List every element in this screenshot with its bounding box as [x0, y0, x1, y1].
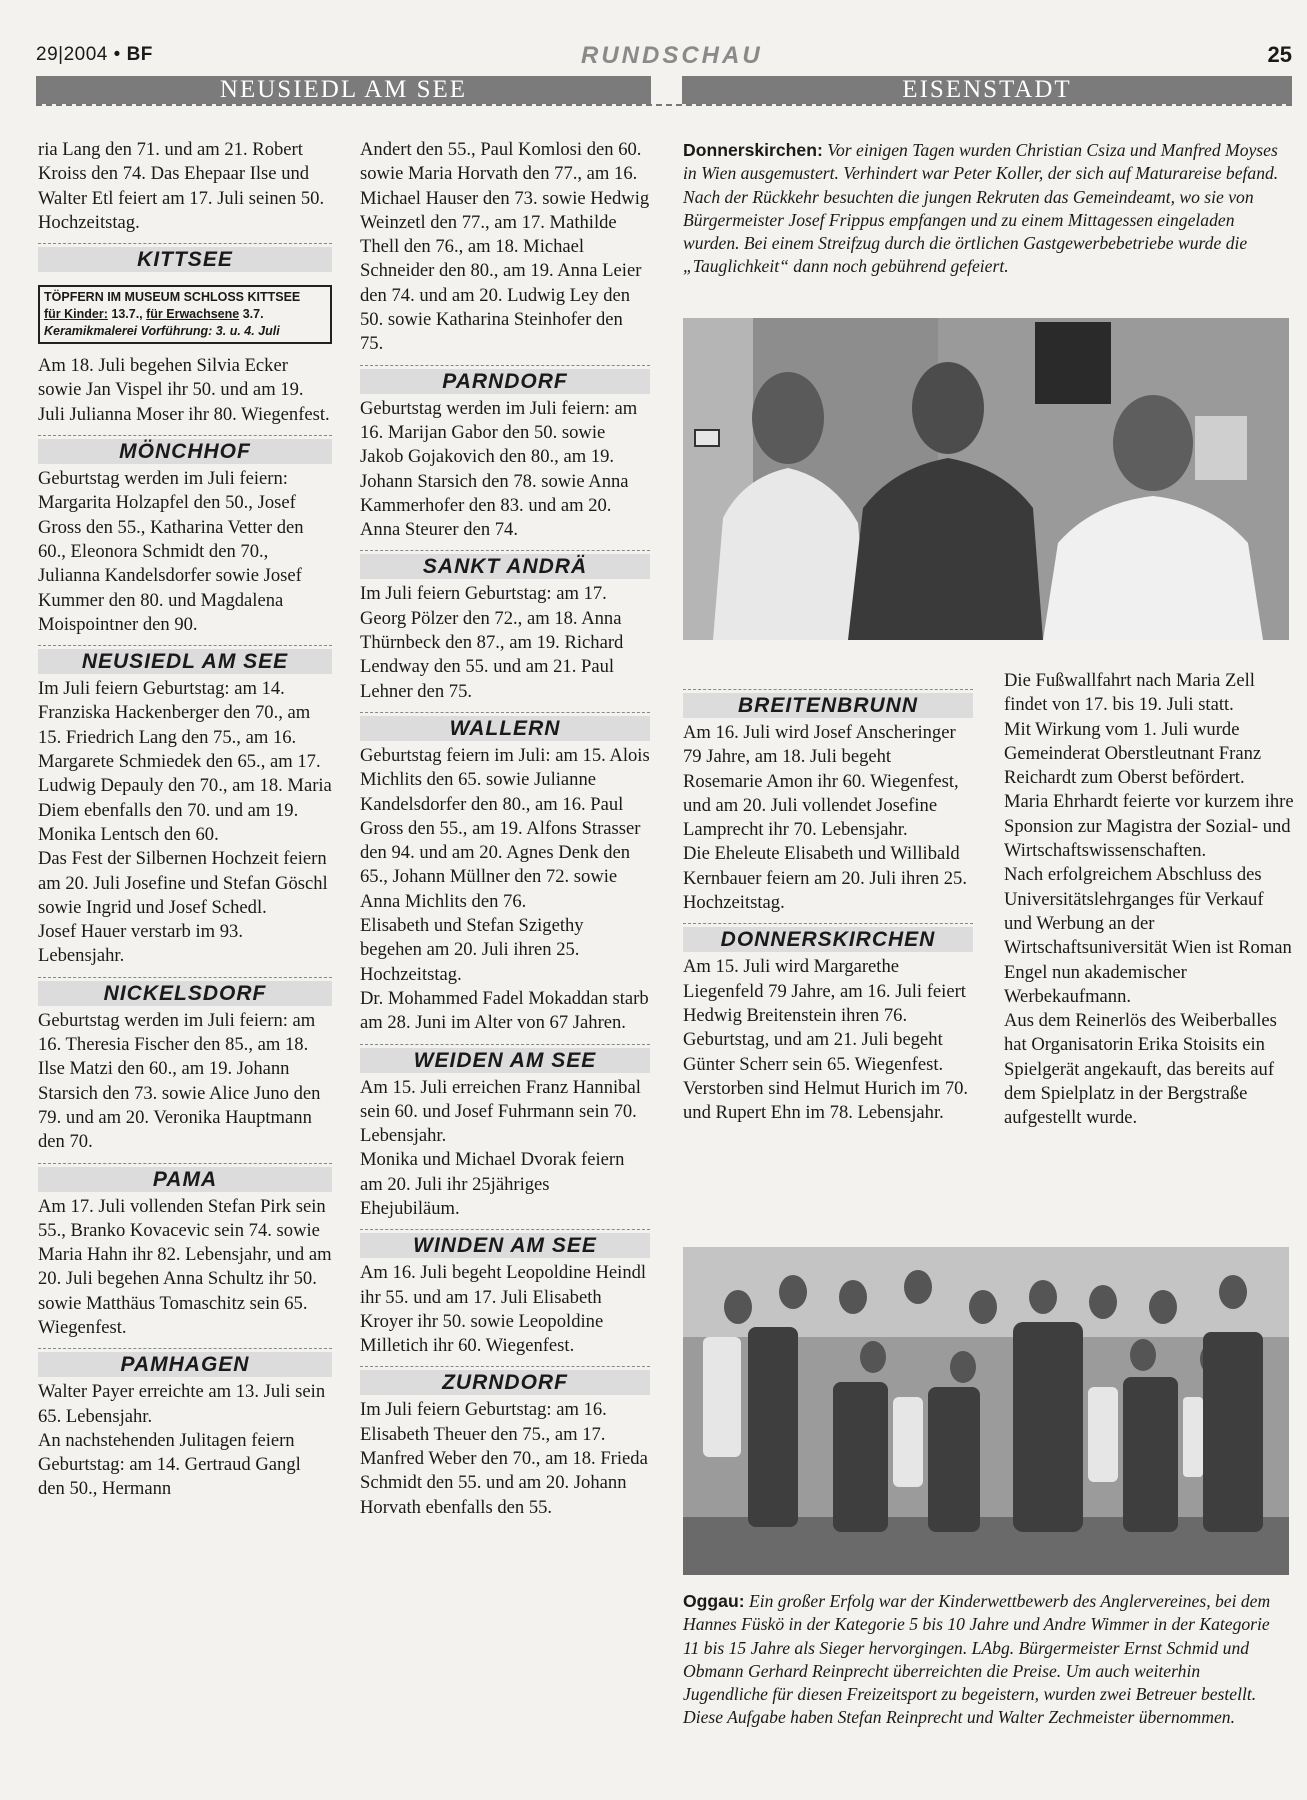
heading-label: MÖNCHHOF: [38, 439, 332, 464]
section-heading-parndorf: [360, 365, 650, 393]
heading-label: WALLERN: [360, 716, 650, 741]
notice-dates: [44, 306, 326, 323]
section-heading-weiden: [360, 1044, 650, 1072]
notice-kids-date: 13.7.,: [107, 307, 147, 322]
photo-children-group: [683, 1247, 1289, 1575]
article-text: Verstorben sind Helmut Hurich im 70. und Rupert Ehn im 78. Lebensjahr.: [683, 1077, 969, 1124]
heading-label: NEUSIEDL AM SEE: [38, 649, 332, 674]
article-text: Nach erfolgreichem Abschluss des Universitätslehrganges für Verkauf und Werbung an der Wirtschaftsuniversität Wien ist Roman Engel nun akademischer Werbekaufmann.: [1004, 864, 1292, 1007]
paper-name: BF: [126, 44, 153, 65]
section-heading-pama: [38, 1163, 332, 1191]
article-text: Das Fest der Silbernen Hochzeit feiern am 20. Juli Josefine und Stefan Göschl sowie Ingrid und Josef Schedl.: [38, 848, 328, 918]
article-text: Mit Wirkung vom 1. Juli wurde Gemeinderat Oberstleutnant Franz Reichardt zum Oberst befördert.: [1004, 718, 1262, 789]
article-text: Die Fußwallfahrt nach Maria Zell findet von 17. bis 19. Juli statt.: [1004, 670, 1255, 716]
article-text: Am 16. Juli wird Josef Anscheringer 79 Jahre, am 18. Juli begeht Rosemarie Amon ihr 60. Wiegenfest, und am 20. Juli vollendet Josefine Lamprecht ihr 70. Lebensjahr.: [683, 722, 959, 841]
article-text: Am 15. Juli erreichen Franz Hannibal sein 60. und Josef Fuhrmann sein 70. Lebensjahr.: [360, 1076, 641, 1147]
region-divider: [36, 104, 1292, 106]
notice-adults: für Erwachsene: [146, 307, 240, 322]
section-heading-pamhagen: [38, 1348, 332, 1376]
issue-number: 29|2004: [36, 44, 108, 65]
bullet: •: [113, 44, 121, 65]
article-text: Geburtstag werden im Juli feiern: Margarita Holzapfel den 50., Josef Gross den 55., Katharina Vetter den 60., Eleonora Schmidt den 70., Julianna Kandelsdorfer sowie Josef Kummer den 80. und Magdalena Moispointner den 90.: [38, 468, 304, 635]
notice-kids: für Kinder:: [44, 307, 108, 322]
section-title: RUNDSCHAU: [581, 42, 763, 69]
event-notice-box: [38, 285, 332, 344]
region-bar-left: NEUSIEDL AM SEE: [36, 76, 651, 104]
masthead: [36, 40, 1292, 70]
article-text: Im Juli feiern Geburtstag: am 14. Franziska Hackenberger den 70., am 15. Friedrich Lang den 75., am 16. Margarete Schmiedek den 65., am 17. Ludwig Depauly den 70., am 18. Maria Diem ebenfalls den 70. und am 19. Monika Lentsch den 60.: [38, 678, 332, 845]
article-text: Josef Hauer verstarb im 93. Lebensjahr.: [38, 921, 243, 967]
photo-caption-donnerskirchen: [683, 139, 1283, 279]
caption-text: Ein großer Erfolg war der Kinderwettbewerb des Anglervereines, bei dem Hannes Füskö in der Kategorie 5 bis 10 Jahre und Andre Wimmer in der Kategorie 11 bis 15 Jahre als Sieger hervorgingen. LAbg. Bürgermeister Ernst Schmid und Obmann Gerhard Reinprecht überreichten die Preise. Um auch weiterhin Jugendliche für diesen Freizeitsport zu begeistern, wurden zwei Betreuer bestellt. Diese Aufgabe haben Stefan Reinprecht und Walter Zechmeister übernommen.: [683, 1591, 1271, 1728]
heading-label: ZURNDORF: [360, 1370, 650, 1395]
article-text: Im Juli feiern Geburtstag: am 17. Georg Pölzer den 72., am 18. Anna Thürnbeck den 87., am 19. Richard Lendway den 55. und am 21. Paul Lehner den 75.: [360, 583, 624, 702]
section-heading-wallern: [360, 712, 650, 740]
heading-label: PAMA: [38, 1167, 332, 1192]
section-heading-zurndorf: [360, 1366, 650, 1394]
article-text: Andert den 55., Paul Komlosi den 60. sowie Maria Horvath den 77., am 16. Michael Hauser den 73. sowie Hedwig Weinzetl den 77., am 17. Mathilde Thell den 76., am 18. Michael Schneider den 80., am 19. Anna Leier den 74. und am 20. Ludwig Ley den 50. sowie Katharina Steinhofer den 75.: [360, 139, 650, 355]
article-text: Im Juli feiern Geburtstag: am 16. Elisabeth Theuer den 75., am 17. Manfred Weber den 70., am 18. Frieda Schmidt den 55. und am 20. Johann Horvath ebenfalls den 55.: [360, 1399, 648, 1518]
section-heading-sankt-andrae: [360, 550, 650, 578]
article-text: Geburtstag feiern im Juli: am 15. Alois Michlits den 65. sowie Julianne Kandelsdorfer den 80., am 16. Paul Gross den 55., am 19. Alfons Strasser den 94. und am 20. Agnes Denk den 65., Johann Müllner den 72. sowie Anna Michlits den 76.: [360, 744, 650, 912]
photo-caption-oggau: [683, 1590, 1289, 1730]
section-heading-breitenbrunn: [683, 689, 973, 717]
photo-children-image: [683, 1247, 1289, 1575]
photo-recruits: [683, 318, 1289, 640]
article-text: Dr. Mohammed Fadel Mokaddan starb am 28. Juni im Alter von 67 Jahren.: [360, 987, 649, 1034]
section-heading-moenchhof: [38, 435, 332, 463]
article-text: Am 16. Juli begeht Leopoldine Heindl ihr 55. und am 17. Juli Elisabeth Kroyer ihr 50. sowie Leopoldine Milletich ihr 60. Wiegenfest.: [360, 1262, 647, 1357]
article-text: Aus dem Reinerlös des Weiberballes hat Organisatorin Erika Stoisits ein Spielgerät angekauft, das bereits auf dem Spielplatz in der Bergstraße aufgestellt wurde.: [1004, 1010, 1277, 1129]
page-number: 25: [1267, 42, 1292, 67]
region-bar-right: EISENSTADT: [682, 76, 1292, 104]
caption-place: Oggau:: [683, 1591, 745, 1611]
column-4: [1004, 669, 1294, 1131]
heading-label: PARNDORF: [360, 369, 650, 394]
article-text: ria Lang den 71. und am 21. Robert Kroiss den 74. Das Ehepaar Ilse und Walter Etl feiert am 17. Juli seinen 50. Hochzeitstag.: [38, 139, 325, 233]
section-heading-donnerskirchen: [683, 923, 973, 951]
notice-title: TÖPFERN IM MUSEUM SCHLOSS KITTSEE: [44, 290, 301, 305]
heading-label: WEIDEN AM SEE: [360, 1048, 650, 1073]
article-text: An nachstehenden Julitagen feiern Geburtstag: am 14. Gertraud Gangl den 50., Hermann: [38, 1429, 301, 1500]
article-text: Geburtstag werden im Juli feiern: am 16. Theresia Fischer den 85., am 18. Ilse Matzi den 60., am 19. Johann Starsich den 73. sowie Alice Juno den 79. und am 20. Veronika Hauptmann den 70.: [38, 1009, 321, 1153]
column-2: [360, 138, 650, 1520]
section-heading-kittsee: [38, 243, 332, 271]
column-1: [38, 138, 332, 1502]
photo-recruits-image: [683, 318, 1289, 640]
heading-label: BREITENBRUNN: [683, 693, 973, 718]
section-heading-neusiedl: [38, 645, 332, 673]
heading-label: NICKELSDORF: [38, 981, 332, 1006]
heading-label: PAMHAGEN: [38, 1352, 332, 1377]
heading-label: WINDEN AM SEE: [360, 1233, 650, 1258]
heading-label: DONNERSKIRCHEN: [683, 927, 973, 952]
article-text: Am 15. Juli wird Margarethe Liegenfeld 79 Jahre, am 16. Juli feiert Hedwig Breitenstein ihren 76. Geburtstag, und am 21. Juli begeht Günter Scherr sein 65. Wiegenfest.: [683, 956, 966, 1075]
article-text: Geburtstag werden im Juli feiern: am 16. Marijan Gabor den 50. sowie Jakob Gojakovich den 80., am 19. Johann Starsich den 78. sowie Anna Kammerhofer den 83. und am 20. Anna Steurer den 74.: [360, 397, 638, 541]
section-heading-winden: [360, 1229, 650, 1257]
article-text: Elisabeth und Stefan Szigethy begehen am 20. Juli ihren 25. Hochzeitstag.: [360, 915, 584, 985]
article-text: Am 17. Juli vollenden Stefan Pirk sein 55., Branko Kovacevic sein 74. sowie Maria Hahn ihr 82. Lebensjahr, und am 20. Juli begehen Anna Schultz ihr 50. sowie Matthäus Tomaschitz sein 65. Wiegenfest.: [38, 1195, 332, 1338]
heading-label: SANKT ANDRÄ: [360, 554, 650, 579]
article-text: Monika und Michael Dvorak feiern am 20. Juli ihr 25jähriges Ehejubiläum.: [360, 1149, 625, 1219]
notice-adults-date: 3.7.: [239, 307, 264, 322]
article-text: Die Eheleute Elisabeth und Willibald Kernbauer feiern am 20. Juli ihren 25. Hochzeitstag.: [683, 843, 967, 914]
section-heading-nickelsdorf: [38, 977, 332, 1005]
article-text: Maria Ehrhardt feierte vor kurzem ihre Sponsion zur Magistra der Sozial- und Wirtschaftswissenschaften.: [1004, 791, 1294, 862]
article-text: Am 18. Juli begehen Silvia Ecker sowie Jan Vispel ihr 50. und am 19. Juli Julianna Moser ihr 80. Wiegenfest.: [38, 355, 330, 425]
notice-demo: Keramikmalerei Vorführung: 3. u. 4. Juli: [44, 324, 280, 339]
caption-place: Donnerskirchen:: [683, 140, 823, 160]
issue-info: [36, 44, 153, 66]
column-3: [683, 681, 973, 1125]
caption-text: Vor einigen Tagen wurden Christian Csiza und Manfred Moyses in Wien ausgemustert. Verhindert war Peter Koller, der sich auf Maturareise befand. Nach der Rückkehr besuchten die jungen Rekruten das Gemeindeamt, wo sie von Bürgermeister Josef Frippus empfangen und zu einem Mittagessen eingeladen wurden. Bei einem Streifzug durch die örtlichen Gastgewerbebetriebe wurde die „Tauglichkeit“ dann noch gebührend gefeiert.: [683, 140, 1279, 277]
article-text: Walter Payer erreichte am 13. Juli sein 65. Lebensjahr.: [38, 1381, 326, 1427]
heading-label: KITTSEE: [38, 247, 332, 272]
